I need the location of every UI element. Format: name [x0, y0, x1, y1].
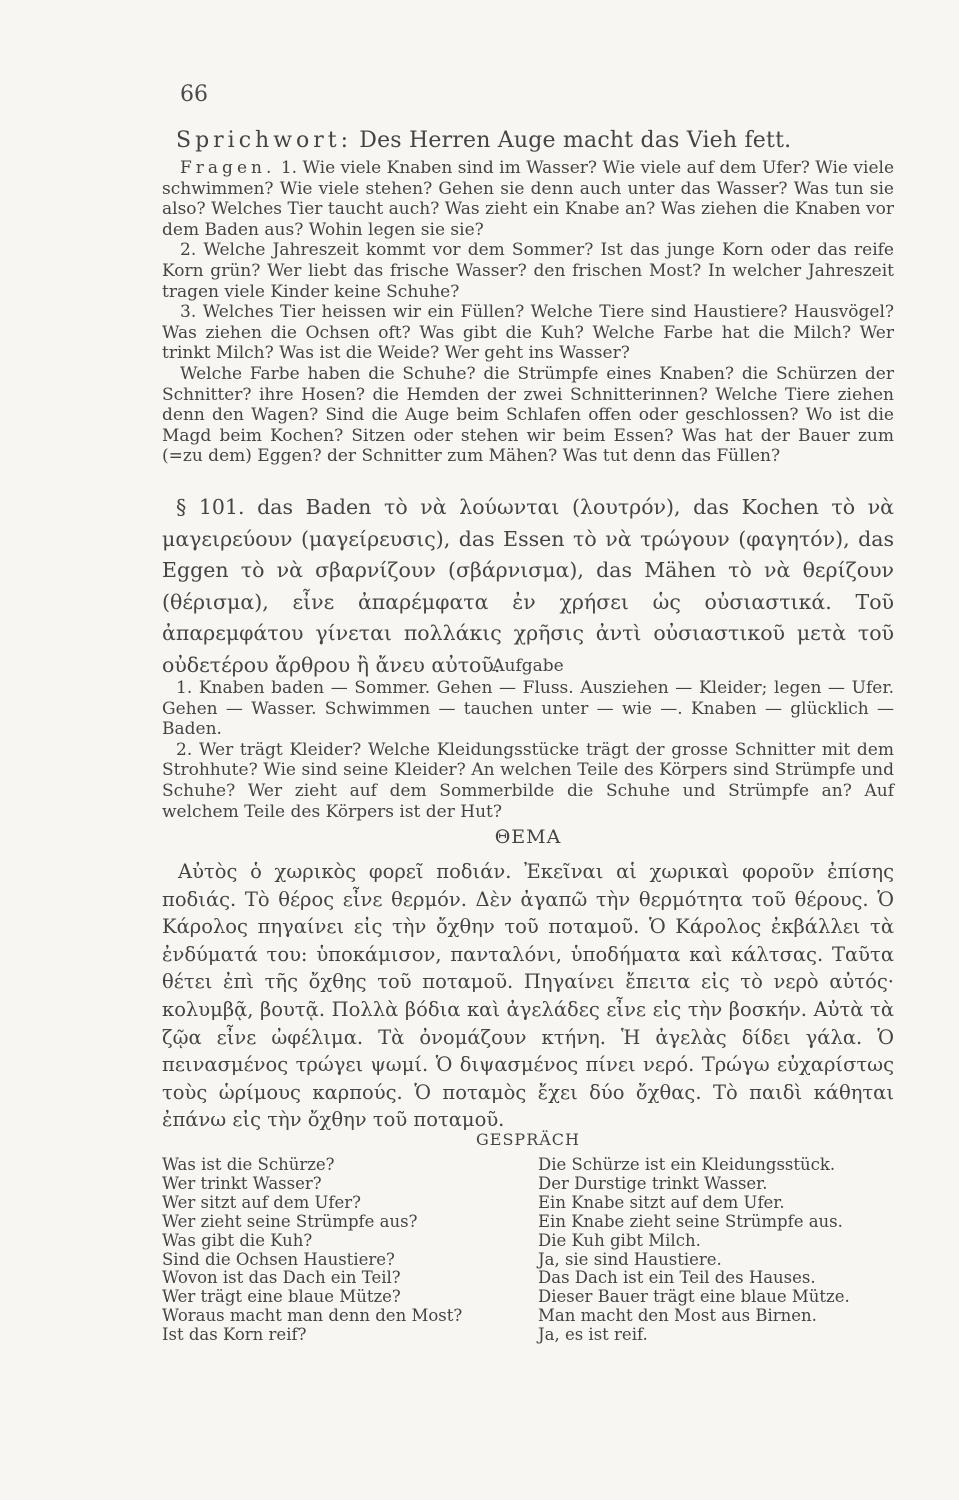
dialog-question: Woraus macht man denn den Most? — [162, 1306, 463, 1326]
dialog-question: Wer trinkt Wasser? — [162, 1173, 322, 1193]
page-number: 66 — [180, 82, 208, 107]
dialog-question: Ist das Korn reif? — [162, 1325, 307, 1345]
dialog-question: Wer zieht seine Strümpfe aus? — [162, 1211, 418, 1231]
dialog-question: Wovon ist das Dach ein Teil? — [162, 1268, 401, 1288]
dialog-answer: Ja, es ist reif. — [538, 1325, 648, 1345]
dialog-answer: Die Kuh gibt Milch. — [538, 1230, 701, 1250]
dialog-questions — [162, 1156, 522, 1345]
dialog-answer: Ja, sie sind Haustiere. — [538, 1249, 722, 1269]
proverb — [176, 128, 896, 153]
dialog-answer: Dieser Bauer trägt eine blaue Mütze. — [538, 1287, 850, 1307]
dialog-answer: Der Durstige trinkt Wasser. — [538, 1173, 768, 1193]
question-paragraph-2: 2. Welche Jahreszeit kommt vor dem Sommer? Ist das junge Korn oder das reife Korn grün? Wer liebt das frische Wasser? den frischen Most? In welcher Jahreszeit tragen viele Kinder keine Schuhe? — [162, 240, 894, 302]
gespraech-heading: GESPRÄCH — [476, 1130, 580, 1149]
dialog-answer: Ein Knabe sitzt auf dem Ufer. — [538, 1192, 785, 1212]
dialog-question: Sind die Ochsen Haustiere? — [162, 1249, 395, 1269]
dialog-question: Wer sitzt auf dem Ufer? — [162, 1192, 361, 1212]
dialog-answer: Das Dach ist ein Teil des Hauses. — [538, 1268, 816, 1288]
dialog-answer: Ein Knabe zieht seine Strümpfe aus. — [538, 1211, 843, 1231]
dialog-answer: Die Schürze ist ein Kleidungsstück. — [538, 1155, 836, 1174]
question-text: 1. Wie viele Knaben sind im Wasser? Wie viele auf dem Ufer? Wie viele schwimmen? Wie viele stehen? Gehen sie denn auch unter das Wasser? Was tun sie also? Welches Tier taucht auch? Was zieht ein Knabe an? Was ziehen die Knaben vor dem Baden aus? Wohin legen sie sie? — [162, 158, 895, 240]
questions-label: Fragen. — [180, 158, 276, 178]
dialog-answer: Man macht den Most aus Birnen. — [538, 1306, 817, 1326]
paragraph-101: § 101. das Baden τὸ νὰ λούωνται (λουτρόν), das Kochen τὸ νὰ μαγειρεύουν (μαγείρευσις), das Essen τὸ νὰ τρώγουν (φαγητόν), das Eggen τὸ νὰ σβαρνίζουν (σβάρνισμα), das Mähen τὸ νὰ θερίζουν (θέρισμα), εἶνε ἀπαρέμφατα ἐν χρήσει ὡς οὐσιαστικά. Τοῦ ἀπαρεμφάτου γίνεται πολλάκις χρῆσις ἀντὶ οὐσιαστικοῦ μετὰ τοῦ οὐδετέρου ἄρθρου ἢ ἄνευ αὐτοῦ. — [162, 495, 894, 677]
question-paragraph-3: 3. Welches Tier heissen wir ein Füllen? Welche Tiere sind Haustiere? Hausvögel? Was ziehen die Ochsen oft? Was gibt die Kuh? Welche Farbe hat die Milch? Wer trinkt Milch? Was ist die Weide? Wer geht ins Wasser? — [162, 302, 894, 364]
thema-text: Αὐτὸς ὁ χωρικὸς φορεῖ ποδιάν. Ἐκεῖναι αἱ χωρικαὶ φοροῦν ἐπίσης ποδιάς. Τὸ θέρος εἶνε θερμόν. Δὲν ἀγαπῶ τὴν θερμότητα τοῦ θέρους. Ὁ Κάρολος πηγαίνει εἰς τὴν ὄχθην τοῦ ποταμοῦ. Ὁ Κάρολος ἐκβάλλει τὰ ἐνδύματά του: ὑποκάμισον, πανταλόνι, ὑποδήματα καὶ κάλτσας. Ταῦτα θέτει ἐπὶ τῆς ὄχθης τοῦ ποταμοῦ. Πηγαίνει ἔπειτα εἰς τὸ νερὸ αὐτός· κολυμβᾷ, βουτᾷ. Πολλὰ βόδια καὶ ἀγελάδες εἶνε εἰς τὴν βοσκήν. Αὐτὰ τὰ ζῷα εἶνε ὠφέλιμα. Τὰ ὀνομάζουν κτήνη. Ἡ ἀγελὰς δίδει γάλα. Ὁ πεινασμένος τρώγει ψωμί. Ὁ διψασμένος πίνει νερό. Τρώγω εὐχαρίστως τοὺς ὡρίμους καρπούς. Ὁ ποταμὸς ἔχει δύο ὄχθας. Τὸ παιδὶ κάθηται ἐπάνω εἰς τὴν ὄχθην τοῦ ποταμοῦ. — [162, 860, 894, 1132]
thema-heading: ΘΕΜΑ — [494, 826, 562, 848]
dialog-answers — [538, 1156, 898, 1345]
question-paragraph-4: Welche Farbe haben die Schuhe? die Strümpfe eines Knaben? die Schürzen der Schnitter? ihre Hosen? die Hemden der zwei Schnitterinnen? Welche Tiere ziehen denn den Wagen? Sind die Auge beim Schlafen offen oder geschlossen? Wo ist die Magd beim Kochen? Sitzen oder stehen wir beim Essen? Was hat der Bauer zum (=zu dem) Eggen? der Schnitter zum Mähen? Was tut denn das Füllen? — [162, 363, 894, 467]
aufgabe-heading: Aufgabe — [492, 656, 564, 676]
aufgabe-item: 1. Knaben baden — Sommer. Gehen — Fluss. Ausziehen — Kleider; legen — Ufer. Gehen — Wasser. Schwimmen — tauchen unter — wie —. Knaben — glücklich — Baden. — [162, 678, 894, 740]
questions-section — [162, 158, 894, 467]
dialog-question: Wer trägt eine blaue Mütze? — [162, 1287, 401, 1307]
aufgabe-item: 2. Wer trägt Kleider? Welche Kleidungsstücke trägt der grosse Schnitter mit dem Strohhute? Wie sind seine Kleider? An welchen Teile des Körpers sind Strümpfe und Schuhe? Wer zieht auf dem Sommerbilde die Schuhe und Strümpfe an? Auf welchem Teile des Körpers ist der Hut? — [162, 739, 894, 822]
aufgabe-section — [162, 678, 894, 822]
question-paragraph-1 — [162, 158, 894, 240]
thema-section — [162, 858, 894, 1134]
proverb-label: Sprichwort: — [176, 128, 353, 153]
grammar-section — [162, 492, 894, 681]
proverb-text: Des Herren Auge macht das Vieh fett. — [359, 128, 792, 153]
dialog-question: Was ist die Schürze? — [162, 1155, 335, 1174]
dialog-question: Was gibt die Kuh? — [162, 1230, 313, 1250]
